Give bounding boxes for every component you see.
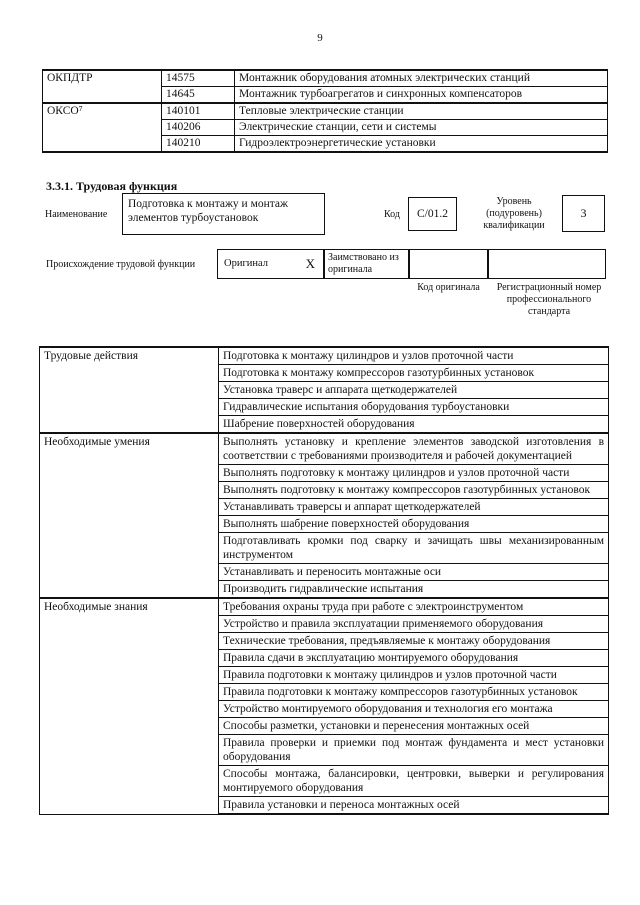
registration-number-box xyxy=(488,249,606,279)
classification-table xyxy=(42,69,608,153)
item-cell: Подготовка к монтажу компрессоров газотурбинных установок xyxy=(219,365,609,382)
origin-mark: X xyxy=(305,256,315,271)
table-row xyxy=(43,70,608,87)
function-name-box: Подготовка к монтажу и монтаж элементов турбоустановок xyxy=(122,193,325,235)
item-cell: Выполнять шабрение поверхностей оборудования xyxy=(219,516,609,533)
item-cell: Подготовка к монтажу цилиндров и узлов проточной части xyxy=(219,347,609,365)
item-cell: Правила подготовки к монтажу цилиндров и узлов проточной части xyxy=(219,667,609,684)
item-cell: Правила установки и переноса монтажных осей xyxy=(219,797,609,815)
original-code-caption: Код оригинала xyxy=(417,282,480,293)
borrowed-box: Заимствовано из оригинала xyxy=(324,249,409,279)
origin-label: Происхождение трудовой функции xyxy=(46,259,196,270)
category-cell: Необходимые знания xyxy=(40,598,219,814)
classification-code: 140206 xyxy=(162,120,235,136)
item-cell: Гидравлические испытания оборудования турбоустановки xyxy=(219,399,609,416)
function-code-box: С/01.2 xyxy=(408,197,457,231)
qualification-level-box: 3 xyxy=(562,195,605,232)
item-cell: Правила сдачи в эксплуатацию монтируемого оборудования xyxy=(219,650,609,667)
section-title: 3.3.1. Трудовая функция xyxy=(46,179,178,193)
classification-name: Монтажник турбоагрегатов и синхронных компенсаторов xyxy=(235,87,608,104)
item-cell: Устанавливать траверсы и аппарат щеткодержателей xyxy=(219,499,609,516)
item-cell: Устройство и правила эксплуатации применяемого оборудования xyxy=(219,616,609,633)
page-number: 9 xyxy=(317,32,323,44)
classification-name: Монтажник оборудования атомных электрических станций xyxy=(235,70,608,87)
classification-code: 14575 xyxy=(162,70,235,87)
item-cell: Способы монтажа, балансировки, центровки, выверки и регулирования монтируемого оборудования xyxy=(219,766,609,797)
item-cell: Выполнять установку и крепление элементов заводской изготовления в соответствии с требованиями производителя и рабочей документацией xyxy=(219,433,609,465)
table-row xyxy=(40,347,609,365)
classification-name: Тепловые электрические станции xyxy=(235,103,608,120)
item-cell: Производить гидравлические испытания xyxy=(219,581,609,599)
name-label: Наименование xyxy=(45,209,108,220)
classification-code: 14645 xyxy=(162,87,235,104)
original-code-box xyxy=(409,249,488,279)
item-cell: Правила проверки и приемки под монтаж фундамента и мест установки оборудования xyxy=(219,735,609,766)
registration-number-caption: Регистрационный номер профессионального стандарта xyxy=(496,282,602,317)
classification-name: Электрические станции, сети и системы xyxy=(235,120,608,136)
category-cell: Трудовые действия xyxy=(40,347,219,433)
classification-code: 140101 xyxy=(162,103,235,120)
item-cell: Устанавливать и переносить монтажные оси xyxy=(219,564,609,581)
table-row xyxy=(43,103,608,120)
origin-box xyxy=(217,249,324,279)
item-cell: Выполнять подготовку к монтажу цилиндров и узлов проточной части xyxy=(219,465,609,482)
classification-group: ОКПДТР xyxy=(43,70,162,103)
origin-value: Оригинал xyxy=(224,258,268,269)
item-cell: Установка траверс и аппарата щеткодержателей xyxy=(219,382,609,399)
item-cell: Подготавливать кромки под сварку и зачищать швы механизированным инструментом xyxy=(219,533,609,564)
item-cell: Технические требования, предъявляемые к монтажу оборудования xyxy=(219,633,609,650)
labor-function-table xyxy=(39,346,609,815)
table-row xyxy=(40,598,609,616)
item-cell: Устройство монтируемого оборудования и технология его монтажа xyxy=(219,701,609,718)
classification-name: Гидроэлектроэнергетические установки xyxy=(235,136,608,153)
item-cell: Выполнять подготовку к монтажу компрессоров газотурбинных установок xyxy=(219,482,609,499)
classification-group: ОКСО⁷ xyxy=(43,103,162,152)
qualification-level-label: Уровень (подуровень) квалификации xyxy=(483,196,545,231)
table-row xyxy=(40,433,609,465)
item-cell: Шабрение поверхностей оборудования xyxy=(219,416,609,434)
item-cell: Требования охраны труда при работе с электроинструментом xyxy=(219,598,609,616)
category-cell: Необходимые умения xyxy=(40,433,219,598)
item-cell: Способы разметки, установки и перенесения монтажных осей xyxy=(219,718,609,735)
code-label: Код xyxy=(384,209,400,220)
classification-code: 140210 xyxy=(162,136,235,153)
item-cell: Правила подготовки к монтажу компрессоров газотурбинных установок xyxy=(219,684,609,701)
